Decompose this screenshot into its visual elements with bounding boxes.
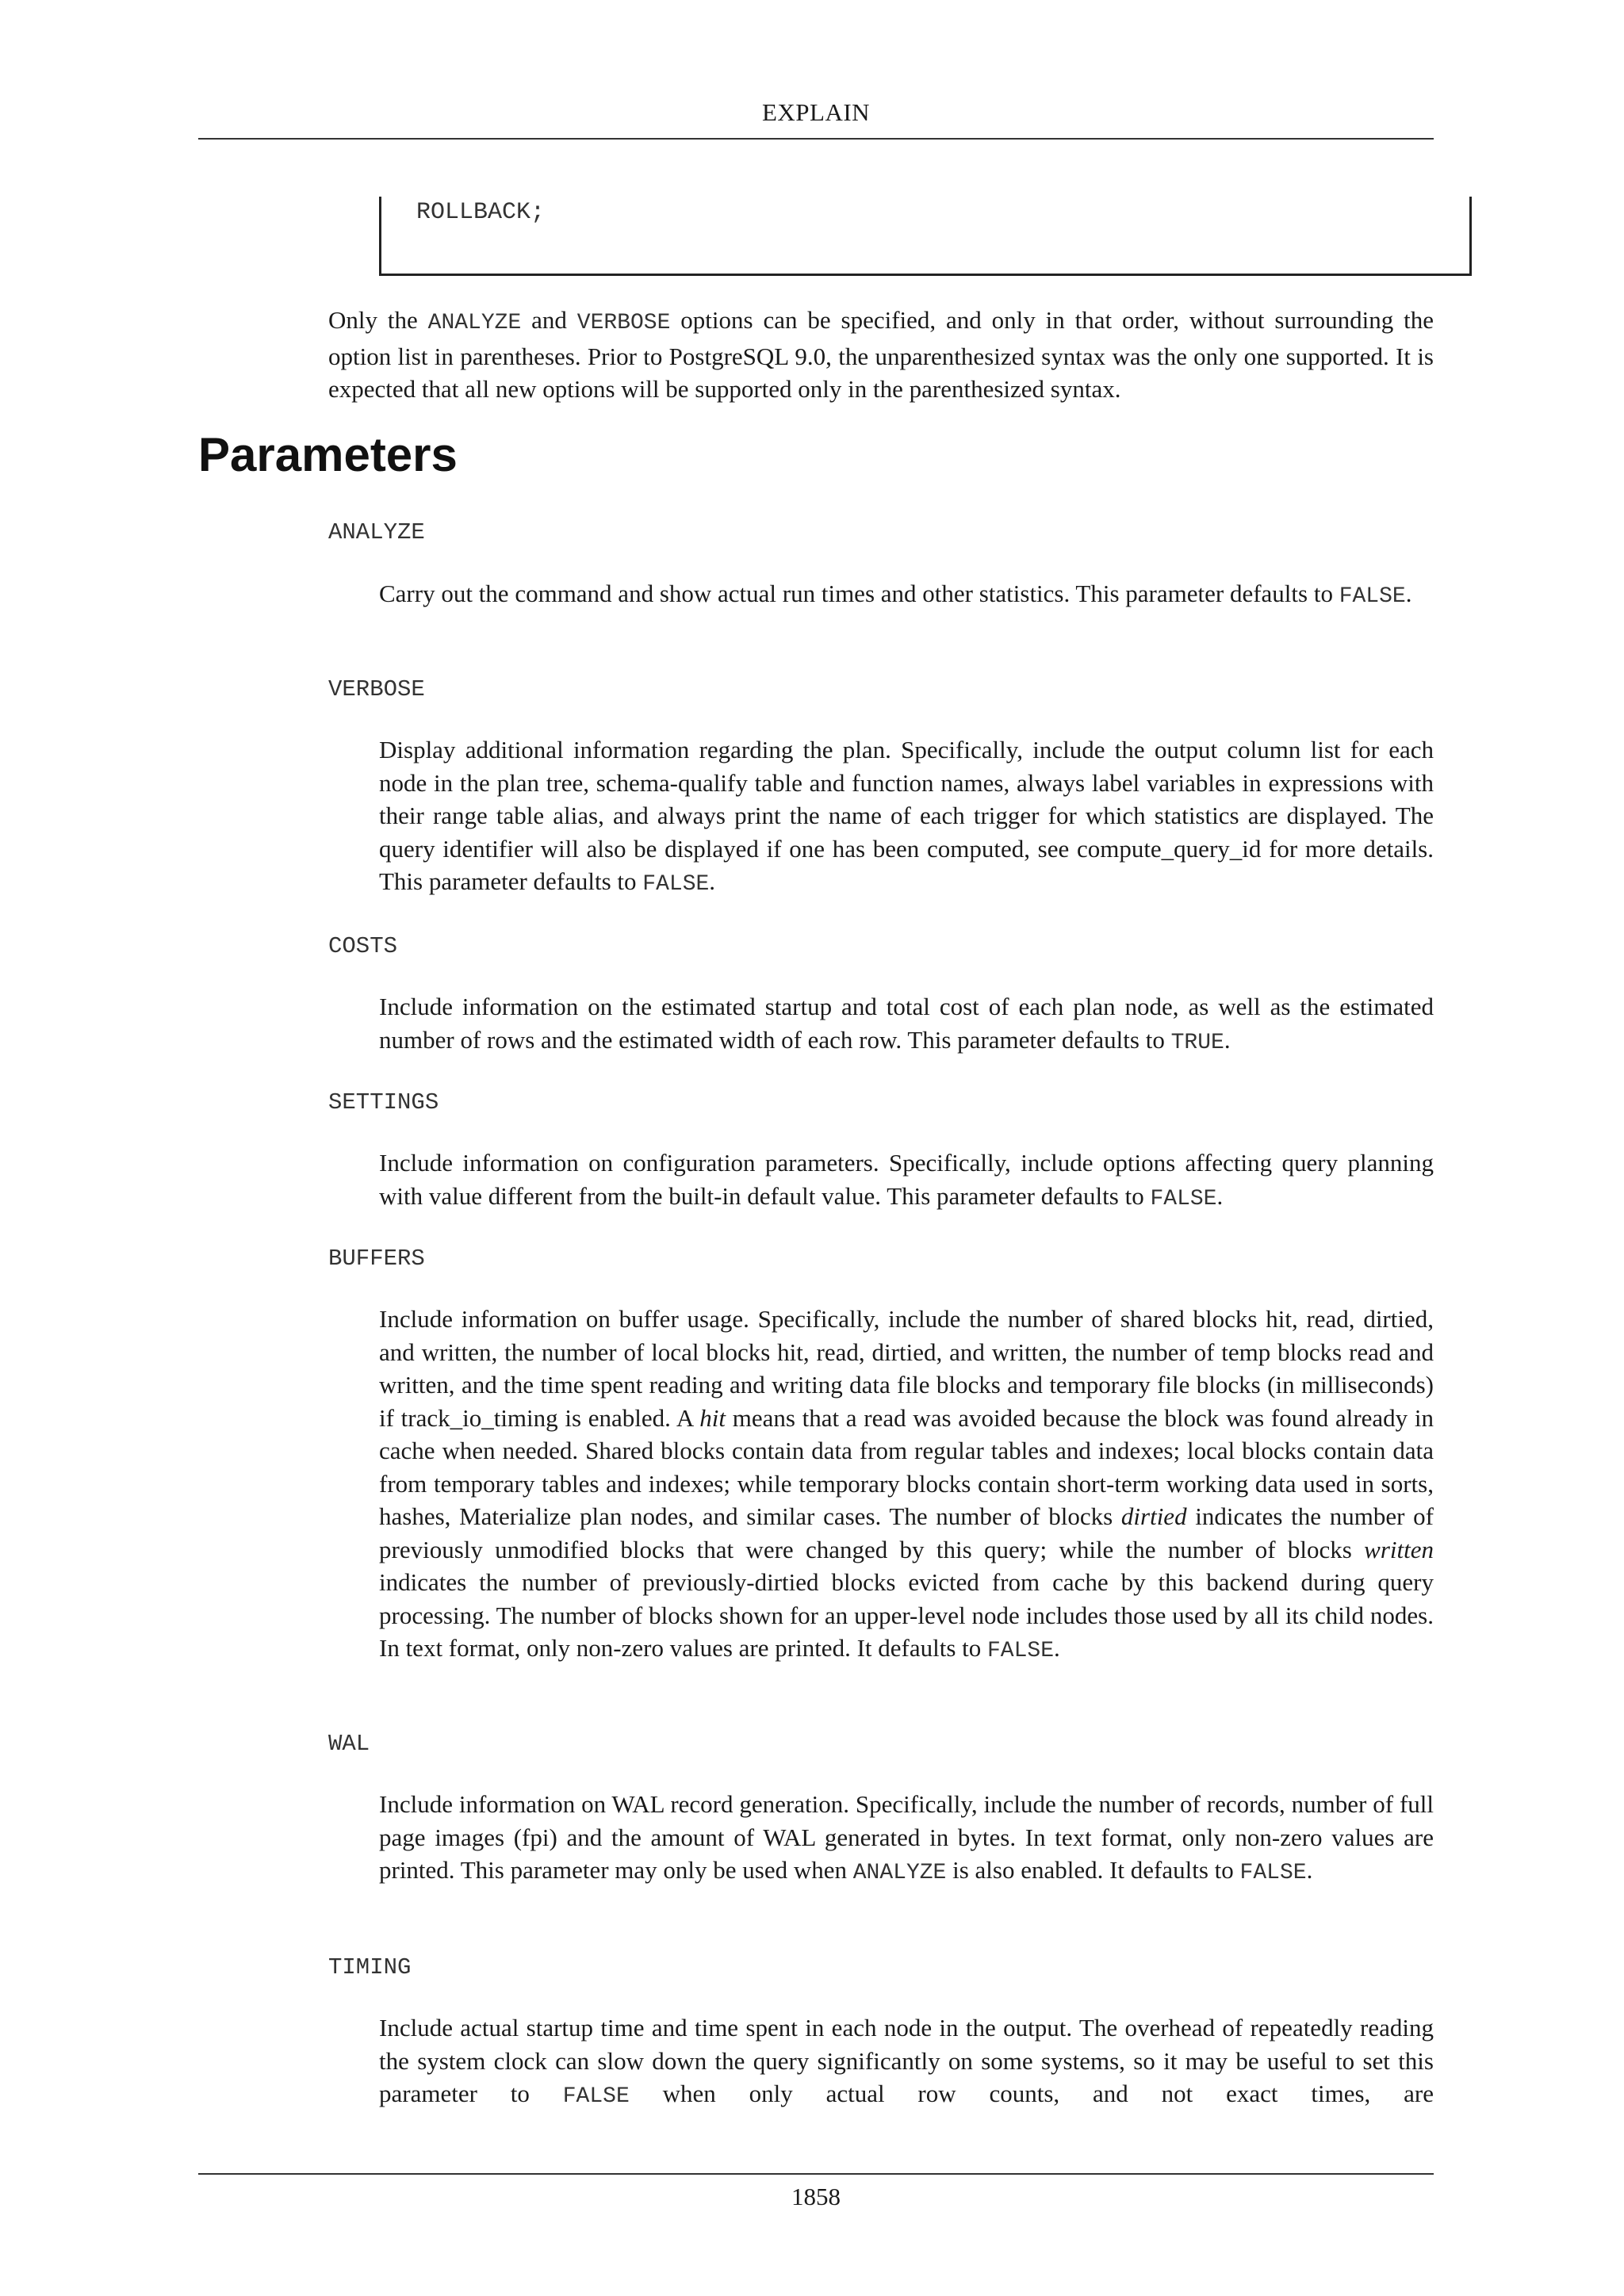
intro-paragraph: Only the ANALYZE and VERBOSE options can be specified, and only in that order, without surrounding the option list in parentheses. Prior to PostgreSQL 9.0, the unparenthesized syntax was the only one supported. It is expected that all new options will be supported only in the parenthesized syntax. [328,306,1434,403]
inline-code: ANALYZE [852,1861,947,1885]
emphasis: dirtied [1120,1502,1187,1530]
param-term-analyze: ANALYZE [328,519,425,545]
param-desc-timing: Include actual startup time and time spent in each node in the output. The overhead of repeatedly reading the system clock can slow down the query significantly on some systems, so it may be useful to set this parameter to FALSE when only actual row counts, and not exact times, are [379,2014,1434,2109]
inline-code: FALSE [562,2084,630,2109]
code-block [379,197,1472,276]
running-header: EXPLAIN [198,94,1434,140]
inline-code: FALSE [1339,584,1406,609]
inline-code: FALSE [1150,1186,1217,1211]
param-desc-verbose: Display additional information regarding the plan. Specifically, include the output column list for each node in the plan tree, schema-qualify table and function names, always label variables in expressions with their range table alias, and always print the name of each trigger for which statistics are displayed. The query identifier will also be displayed if one has been computed, see compute_query_id for more details. This parameter defaults to FALSE. [379,736,1434,897]
param-desc-settings: Include information on configuration parameters. Specifically, include options affecting query planning with value different from the built-in default value. This parameter defaults to FALSE. [379,1149,1434,1211]
inline-code: TRUE [1170,1030,1224,1055]
param-desc-wal: Include information on WAL record generation. Specifically, include the number of records, number of full page images (fpi) and the amount of WAL generated in bytes. In text format, only non-zero values are printed. This parameter may only be used when ANALYZE is also enabled. It defaults to FALSE. [379,1790,1434,1885]
param-desc-buffers: Include information on buffer usage. Specifically, include the number of shared blocks hit, read, dirtied, and written, the number of local blocks hit, read, dirtied, and written, the number of temp blocks read and written, and the time spent reading and writing data file blocks and temporary file blocks (in milliseconds) if track_io_timing is enabled. A hit means that a read was avoided because the block was found already in cache when needed. Shared blocks contain data from regular tables and indexes; local blocks contain data from temporary tables and indexes; while temporary blocks contain short-term working data used in sorts, hashes, Materialize plan nodes, and similar cases. The number of blocks dirtied indicates the number of previously unmodified blocks that were changed by this query; while the number of blocks written indicates the number of previously-dirtied blocks evicted from cache by this backend during query processing. The number of blocks shown for an upper-level node includes those used by all its child nodes. In text format, only non-zero values are printed. It defaults to FALSE. [379,1305,1434,1663]
param-term-buffers: BUFFERS [328,1246,425,1272]
emphasis: hit [699,1403,726,1432]
code-line: ROLLBACK; [416,199,546,226]
section-title: Parameters [198,428,458,481]
param-term-verbose: VERBOSE [328,676,425,702]
param-term-costs: COSTS [328,933,398,959]
inline-code: ANALYZE [427,311,522,335]
param-term-wal: WAL [328,1731,370,1757]
inline-code: FALSE [987,1639,1055,1663]
inline-code: FALSE [642,872,710,897]
param-desc-analyze: Carry out the command and show actual run times and other statistics. This parameter defaults to FALSE. [379,580,1412,609]
inline-code: VERBOSE [576,311,671,335]
param-desc-costs: Include information on the estimated startup and total cost of each plan node, as well as the estimated number of rows and the estimated width of each row. This parameter defaults to TRUE. [379,993,1434,1055]
inline-code: FALSE [1239,1861,1307,1885]
page-number: 1858 [198,2173,1434,2211]
emphasis: written [1364,1535,1434,1563]
param-term-settings: SETTINGS [328,1089,439,1115]
param-term-timing: TIMING [328,1954,412,1980]
